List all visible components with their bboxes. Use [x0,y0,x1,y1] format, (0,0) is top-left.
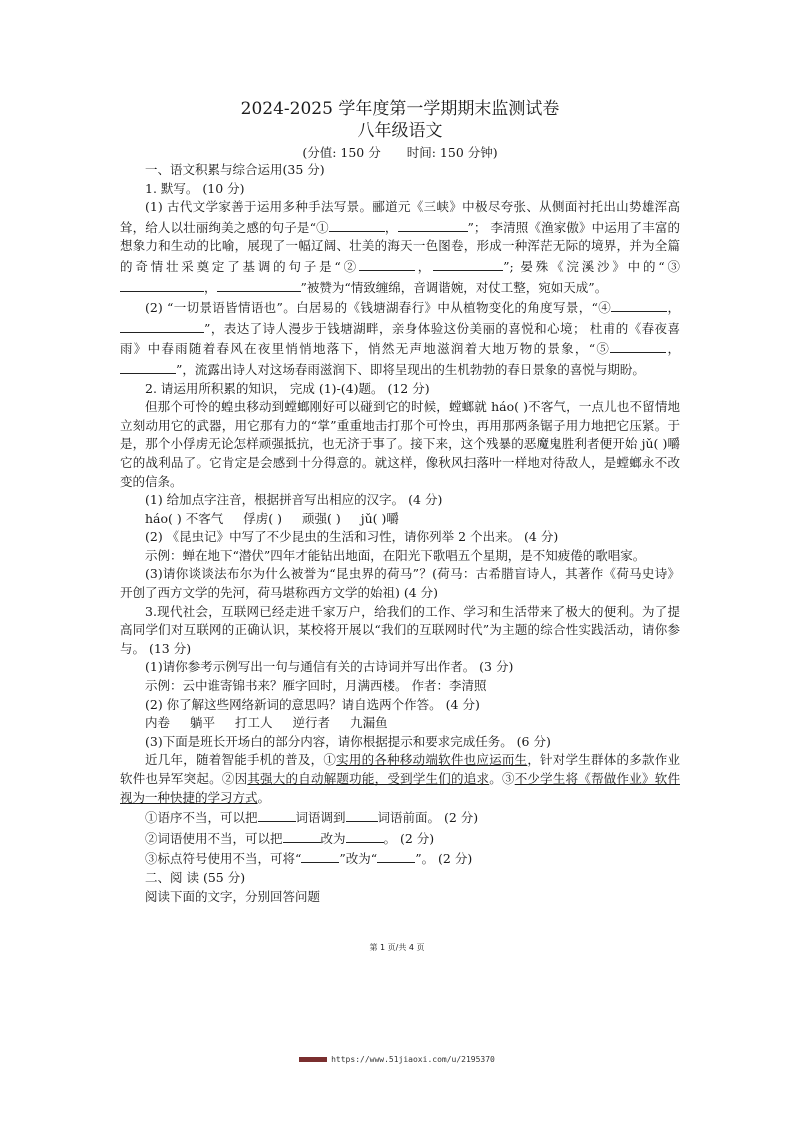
q3-sub1: (1)请你参考示例写出一句与通信有关的古诗词并写出作者。 (3 分) [145,659,514,675]
answer-blank[interactable] [377,848,415,863]
answer-blank[interactable] [120,318,204,333]
net-word: 九漏鱼 [350,715,388,731]
answer-blank[interactable] [359,256,415,271]
pinyin-item: jǔ( )嚼 [360,510,399,526]
q3-speech: 近几年，随着智能手机的普及，①实用的各种移动端软件也应运而生，针对学生群体的多款作业软件也异军突起。②因其强大的自动解题功能，受到学生们的追求。③不少学生将《帮做作业》软件视为一种快捷的学习方式。 [120,752,680,805]
exam-page [120,98,680,906]
net-word: 逆行者 [292,715,331,731]
q2-sub1: (1) 给加点字注音，根据拼音写出相应的汉字。 (4 分) [145,492,443,508]
q2-passage: 但那个可怜的蝗虫移动到螳螂刚好可以碰到它的时候，螳螂就 háo( )不客气，一点儿也不留情地立刻动用它的武器，用它那有力的“掌”重重地击打那个可怜虫，再用那两条锯子用力地把它压紧。于是，那个小俘虏无论怎样顽强抵抗，也无济于事了。接下来，这个残暴的恶魔鬼胜利者便开始 jǔ( )嚼它的战利品了。它肯定是会感到十分得意的。就这样，像秋风扫落叶一样地对待敌人，是螳螂永不改变的信条。 [120,399,680,489]
q1-part2: (2) “一切景语皆情语也”。白居易的《钱塘湖春行》中从植物变化的角度写景，“④ ，”，表达了诗人漫步于钱塘湖畔，亲身体验这份美丽的喜悦和心境； 杜甫的《春夜喜雨》中春雨随着春风在夜里悄悄地落下，悄然无声地滋润着大地万物的景象，“⑤ ，”，流露出诗人对这场春雨滋润下、即将呈现出的生机勃勃的春日景象的喜悦与期盼。 [120,297,680,379]
section2-intro: 阅读下面的文字，分别回答问题 [145,888,321,904]
site-logo-icon [299,1057,327,1062]
answer-blank[interactable] [283,828,321,843]
q2-sub1-items [120,510,680,529]
answer-blank[interactable] [217,277,301,292]
q3-task1: ①语序不当，可以把 词语调到 词语前面。 (2 分) [120,807,680,828]
section2-heading: 二、阅 读 (55 分) [145,869,246,885]
time-info: 时间: 150 分钟) [406,145,498,160]
score-info: (分值: 150 分 [302,145,381,160]
pinyin-item: 俘虏( ) [243,510,282,526]
pinyin-item: háo( ) 不客气 [145,510,224,526]
pinyin-item: 顽强( ) [301,510,341,526]
exam-title: 2024-2025 学年度第一学期期末监测试卷 [240,99,560,119]
watermark [0,1055,794,1064]
q2-sub2-example: 示例：蝉在地下“潜伏”四年才能钻出地面，在阳光下歌唱五个星期，是不知疲倦的歌唱家。 [145,547,646,563]
answer-blank[interactable] [398,217,468,232]
q3-sub1-example: 示例：云中谁寄锦书来？雁字回时，月满西楼。 作者：李清照 [145,678,487,694]
q2-sub2: (2) 《昆虫记》中写了不少昆虫的生活和习性，请你列举 2 个出来。 (4 分) [145,529,559,545]
answer-blank[interactable] [329,217,385,232]
answer-blank[interactable] [346,828,384,843]
answer-blank[interactable] [258,807,296,822]
section1-heading: 一、语文积累与综合运用(35 分) [145,162,325,177]
answer-blank[interactable] [120,359,176,374]
q3-sub3: (3)下面是班长开场白的部分内容，请你根据提示和要求完成任务。 (6 分) [145,733,551,749]
q1-label: 1. 默写。 (10 分) [145,180,245,196]
q1-part1: (1) 古代文学家善于运用多种手法写景。郦道元《三峡》中极尽夸张、从侧面衬托出山势雄浑高耸，给人以壮丽绚美之感的句子是“① ， ”； 李清照《渔家傲》中运用了丰富的想象力和生动的比喻，展现了一幅辽阔、壮美的海天一色图卷，形成一种浑茫无际的境界，并为全篇的奇情壮采奠定了基调的句子是“② ， ”; 晏殊《浣溪沙》中的“③， ”被赞为“情致缠绵，音调谐婉，对仗工整，宛如天成”。 [120,199,680,295]
exam-subtitle: 八年级语文 [357,121,443,141]
q3-sub2: (2) 你了解这些网络新词的意思吗？请自选两个作答。 (4 分) [145,696,480,712]
answer-blank[interactable] [120,277,204,292]
page-number: 第 1 页/共 4 页 [369,943,425,952]
q3-task3: ③标点符号使用不当，可将“ ”改为“ ”。 (2 分) [120,848,680,869]
q3-sub2-words [120,714,680,733]
underlined-sentence: 实用的各种移动端软件也应运而生 [336,752,528,768]
answer-blank[interactable] [610,338,666,353]
q3-label: 3.现代社会，互联网已经走进千家万户，给我们的工作、学习和生活带来了极大的便利。为了提高同学们对互联网的正确认识，某校将开展以“我们的互联网时代”为主题的综合性实践活动，请你参与。 (13 分) [120,603,680,656]
underlined-sentence: 不少学生将《帮做作业》软件视为一种快捷的学习方式 [120,771,680,805]
answer-blank[interactable] [346,807,378,822]
answer-blank[interactable] [301,848,339,863]
underlined-sentence: 其强大的自动解题功能，受到学生们的追求 [247,771,490,786]
net-word: 内卷 [145,715,171,731]
net-word: 躺平 [190,715,216,731]
q2-sub3: (3)请你谈谈法布尔为什么被誉为“昆虫界的荷马”？(荷马：古希腊盲诗人，其著作《荷马史诗》开创了西方文学的先河，荷马堪称西方文学的始祖) (4 分) [120,566,680,601]
watermark-url[interactable]: https://www.51jiaoxi.com/u/2195370 [331,1055,495,1064]
q2-label: 2. 请运用所积累的知识， 完成 (1)-(4)题。 (12 分) [145,380,430,396]
net-word: 打工人 [235,715,273,731]
answer-blank[interactable] [433,256,503,271]
q3-task2: ②词语使用不当，可以把 改为 。 (2 分) [120,828,680,849]
exam-meta [120,144,680,161]
answer-blank[interactable] [611,297,667,312]
